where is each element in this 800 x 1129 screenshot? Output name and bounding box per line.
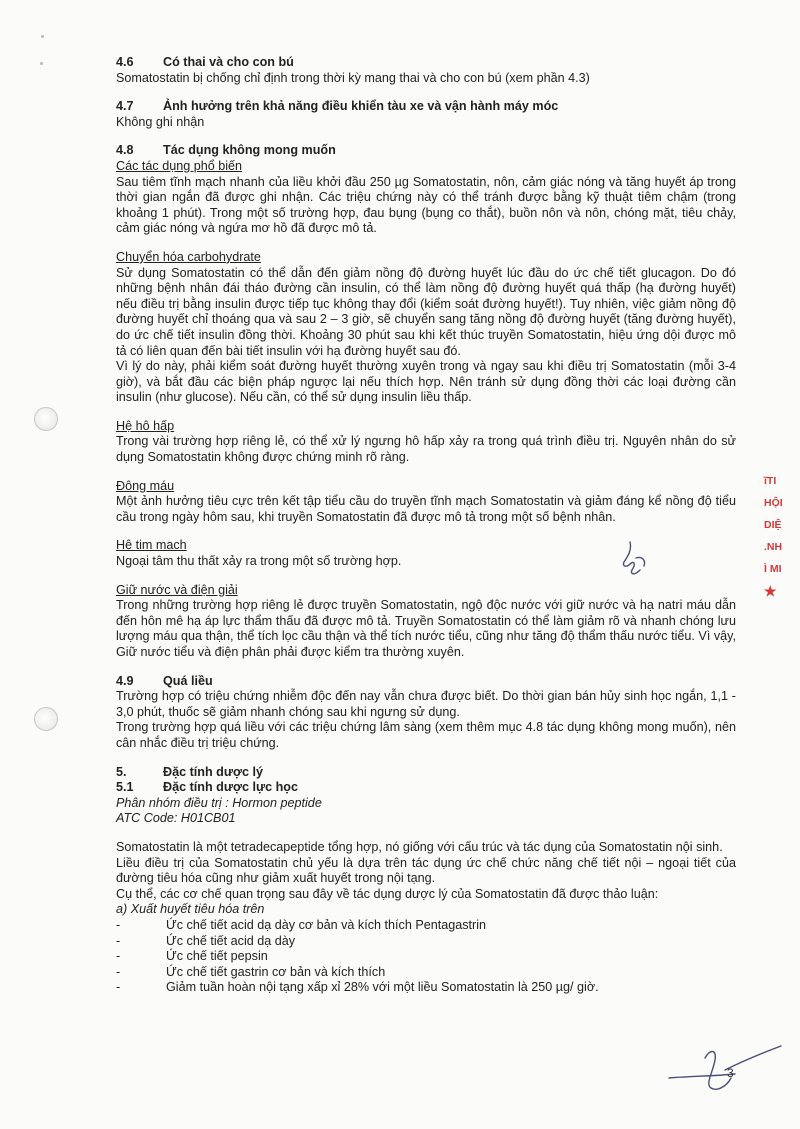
subheading-cardiovascular: Hệ tim mạch — [116, 538, 187, 553]
carbohydrate-text-1: Sử dụng Somatostatin có thể dẫn đến giảm nồng độ đường huyết lúc đầu do ức chế tiết glucagon. Do đó những bệnh nhân đái tháo đường cần insulin, có thể làm nồng độ đường huyết quá thấp (hạ đường huyết) nếu điều trị bằng insulin được tiếp tục không thay đổi (kiểm soát đường huyết!). Tuy nhiên, việc giảm nồng độ đường huyết chỉ thoáng qua và sau 2 – 3 giờ, sẽ chuyển sang tăng nồng độ đường huyết (tăng đường huyết), do ức chế tiết insulin đồng thời. Khoảng 30 phút sau khi kết thúc truyền Somatostatin, hiệu ứng dội được mô tả có liên quan đến bài tiết insulin với hạ đường huyết sau đó. — [116, 265, 736, 358]
official-stamp-fragment: ĩTI HỘI DIỆ .NH Ì MI ★ — [764, 475, 783, 599]
carbohydrate-text-2: Vì lý do này, phải kiểm soát đường huyết thường xuyên trong và ngay sau khi điều trị Somatostatin (mỗi 3-4 giờ), và bắt đầu các biện pháp ngược lại nếu thích hợp. Nên tránh sử dụng đồng thời các loại đường cần insulin (như glucose). Nếu cần, có thể sử dụng insulin liều thấp. — [116, 359, 736, 405]
section-heading-4-6: 4.6 Có thai và cho con bú — [116, 55, 294, 69]
speck — [40, 62, 43, 65]
list-item: - Ức chế tiết gastrin cơ bản và kích thích — [116, 964, 386, 979]
overdose-text-2: Trong trường hợp quá liều với các triệu chứng lâm sàng (xem thêm mục 4.8 tác dụng không mong muốn), nên cân nhắc điều trị triệu chứng. — [116, 720, 736, 750]
subheading-coagulation: Đông máu — [116, 478, 175, 493]
subheading-water-electrolytes: Giữ nước và điện giải — [116, 582, 238, 597]
handwritten-initial-signature — [616, 540, 652, 580]
binder-hole — [34, 407, 58, 431]
document-body — [116, 55, 736, 996]
list-item: - Ức chế tiết acid dạ dày — [116, 933, 296, 948]
section-heading-5: 5. Đặc tính dược lý — [116, 764, 263, 779]
speck — [41, 35, 44, 38]
therapeutic-group: Phân nhóm điều trị : Hormon peptide — [116, 795, 322, 810]
section-4-7-text: Không ghi nhận — [116, 114, 205, 129]
water-electrolytes-text: Trong những trường hợp riêng lẻ được truyền Somatostatin, ngộ độc nước với giữ nước và hạ natri máu dẫn đến hôn mê hạ áp lực thẩm thấu đã được mô tả. Truyền Somatostatin có thể làm giảm rõ và nhanh chóng lưu lượng máu qua thận, thể tích lọc cầu thận và thể tích nước tiểu, cũng như tăng độ thẩm thấu nước tiểu. Vì vậy, Giữ nước tiểu và điện phân phải được kiểm tra thường xuyên. — [116, 598, 736, 659]
pharmacodynamics-text-3: Cụ thể, các cơ chế quan trọng sau đây về tác dụng dược lý của Somatostatin đã được thảo luận: — [116, 886, 659, 901]
list-item: - Giảm tuần hoàn nội tạng xấp xỉ 28% với một liều Somatostatin là 250 µg/ giờ. — [116, 980, 599, 995]
binder-hole — [34, 707, 58, 731]
subheading-common-effects: Các tác dụng phổ biến — [116, 158, 243, 173]
section-heading-4-7: 4.7 Ảnh hưởng trên khả năng điều khiển tàu xe và vận hành máy móc — [116, 99, 559, 114]
list-item: - Ức chế tiết pepsin — [116, 949, 268, 964]
section-4-6-text: Somatostatin bị chống chỉ định trong thời kỳ mang thai và cho con bú (xem phần 4.3) — [116, 70, 590, 85]
mechanism-list — [116, 918, 736, 996]
common-effects-text: Sau tiêm tĩnh mạch nhanh của liều khởi đầu 250 µg Somatostatin, nôn, cảm giác nóng và tăng huyết áp trong thời gian ngắn đã được ghi nhận. Các triệu chứng này có thể tránh được bằng kỹ thuật tiêm chậm (trong khoảng 1 phút). Trong một số trường hợp, đau bụng (bụng co thắt), buồn nôn và nôn, chóng mặt, tiêu chảy, cảm giác nóng và ngứa mơ hồ đã được mô tả. — [116, 174, 736, 236]
coagulation-text: Một ảnh hưởng tiêu cực trên kết tập tiểu cầu do truyền tĩnh mạch Somatostatin và giảm đáng kể nồng độ tiểu cầu trong ngày hôm sau, khi truyền Somatostatin đã được mô tả trong một số bệnh nhân. — [116, 494, 736, 524]
pharmacodynamics-text-1: Somatostatin là một tetradecapeptide tổng hợp, nó giống với cấu trúc và tác dụng của Somatostatin nội sinh. — [116, 839, 723, 854]
section-heading-4-9: 4.9 Quá liều — [116, 673, 213, 688]
subheading-carbohydrate: Chuyển hóa carbohydrate — [116, 249, 261, 264]
respiratory-text: Trong vài trường hợp riêng lẻ, có thể xử lý ngưng hô hấp xảy ra trong quá trình điều trị. Nguyên nhân do sử dụng Somatostatin không được chứng minh rõ ràng. — [116, 434, 736, 465]
subheading-respiratory: Hệ hô hấp — [116, 418, 175, 433]
overdose-text-1: Trường hợp có triệu chứng nhiễm độc đến nay vẫn chưa được biết. Do thời gian bán hủy sinh học ngắn, 1,1 - 3,0 phút, thuốc sẽ giảm nhanh chóng sau khi ngưng sử dụng. — [116, 689, 736, 719]
pharmacodynamics-text-2: Liều điều trị của Somatostatin chủ yếu là dựa trên tác dụng ức chế chức năng chế tiết nội – ngoại tiết của đường tiêu hóa cũng như giảm xuất huyết trong nội tạng. — [116, 855, 736, 886]
cardiovascular-text: Ngoại tâm thu thất xảy ra trong một số trường hợp. — [116, 554, 402, 569]
page-number: 3 — [727, 1066, 734, 1080]
list-item: - Ức chế tiết acid dạ dày cơ bản và kích thích Pentagastrin — [116, 917, 487, 932]
section-heading-5-1: 5.1 Đặc tính dược lực học — [116, 780, 298, 795]
atc-code: ATC Code: H01CB01 — [116, 811, 236, 826]
handwritten-signature — [665, 1040, 785, 1100]
subheading-upper-gi-bleeding: a) Xuất huyết tiêu hóa trên — [116, 902, 265, 917]
section-heading-4-8: 4.8 Tác dụng không mong muốn — [116, 143, 336, 158]
